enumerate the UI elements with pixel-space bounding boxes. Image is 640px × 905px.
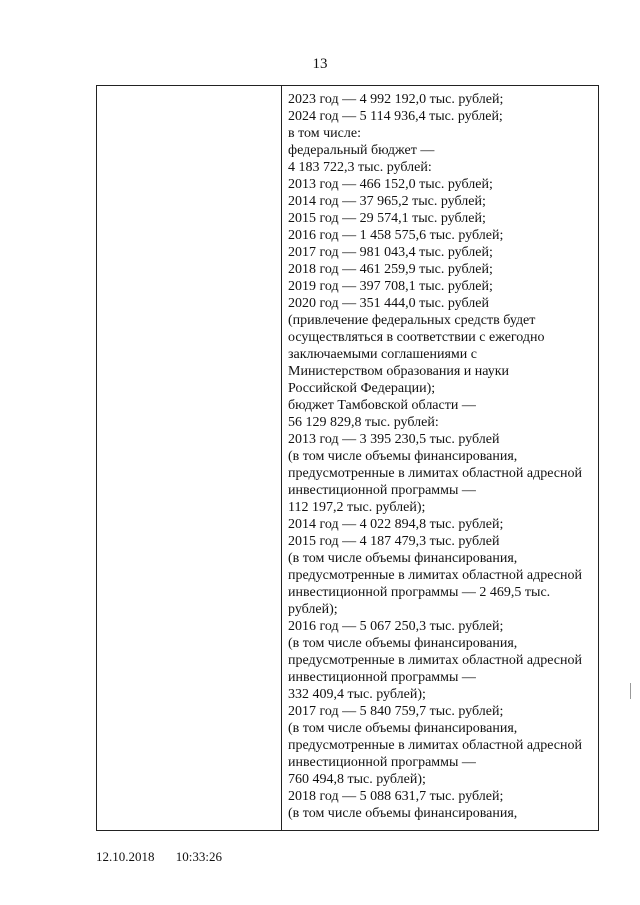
text-line: 2016 год — 5 067 250,3 тыс. рублей; [288, 619, 504, 634]
text-line: 2016 год — 1 458 575,6 тыс. рублей; [288, 228, 504, 243]
text-line: федеральный бюджет — [288, 143, 435, 158]
text-line: 2019 год — 397 708,1 тыс. рублей; [288, 279, 493, 294]
text-line: 2013 год — 3 395 230,5 тыс. рублей [288, 432, 500, 447]
text-line: инвестиционной программы — [288, 755, 476, 770]
text-line: 2017 год — 5 840 759,7 тыс. рублей; [288, 704, 504, 719]
text-line: 4 183 722,3 тыс. рублей: [288, 160, 432, 175]
text-line: 2013 год — 466 152,0 тыс. рублей; [288, 177, 493, 192]
text-line: осуществляться в соответствии с ежегодно [288, 330, 545, 345]
text-line: заключаемыми соглашениями с [288, 347, 477, 362]
text-line: Министерством образования и науки [288, 364, 510, 379]
text-line: 2015 год — 4 187 479,3 тыс. рублей [288, 534, 500, 549]
footer-time: 10:33:26 [175, 849, 222, 864]
table-right-cell [288, 91, 594, 822]
text-line: предусмотренные в лимитах областной адресной [288, 653, 582, 668]
text-line: бюджет Тамбовской области — [288, 398, 476, 413]
text-line: 112 197,2 тыс. рублей); [288, 500, 426, 515]
text-line: предусмотренные в лимитах областной адресной [288, 738, 582, 753]
text-line: 2024 год — 5 114 936,4 тыс. рублей; [288, 109, 503, 124]
text-line: (в том числе объемы финансирования, [288, 636, 518, 651]
text-line: инвестиционной программы — [288, 670, 476, 685]
column-divider [281, 86, 282, 830]
text-line: (привлечение федеральных средств будет [288, 313, 536, 328]
content-table [96, 85, 599, 831]
text-line: 2018 год — 5 088 631,7 тыс. рублей; [288, 789, 504, 804]
page-number: 13 [312, 56, 328, 72]
text-line: Российской Федерации); [288, 381, 436, 396]
table-left-cell [97, 86, 281, 830]
text-line: в том числе: [288, 126, 361, 141]
text-line: 2014 год — 37 965,2 тыс. рублей; [288, 194, 486, 209]
text-line: инвестиционной программы — 2 469,5 тыс. [288, 585, 551, 600]
text-line: 2015 год — 29 574,1 тыс. рублей; [288, 211, 486, 226]
scan-edge-mark [630, 683, 631, 699]
footer-timestamp [96, 849, 240, 865]
text-line: 332 409,4 тыс. рублей); [288, 687, 426, 702]
text-line: предусмотренные в лимитах областной адресной [288, 568, 582, 583]
text-line: (в том числе объемы финансирования, [288, 806, 518, 821]
text-line: рублей); [288, 602, 338, 617]
text-line: 56 129 829,8 тыс. рублей: [288, 415, 439, 430]
text-line: (в том числе объемы финансирования, [288, 551, 518, 566]
text-line: (в том числе объемы финансирования, [288, 721, 518, 736]
text-line: 2020 год — 351 444,0 тыс. рублей [288, 296, 489, 311]
text-line: (в том числе объемы финансирования, [288, 449, 518, 464]
text-line: 2018 год — 461 259,9 тыс. рублей; [288, 262, 493, 277]
text-line: инвестиционной программы — [288, 483, 476, 498]
text-line: предусмотренные в лимитах областной адресной [288, 466, 582, 481]
text-line: 2023 год — 4 992 192,0 тыс. рублей; [288, 92, 504, 107]
text-line: 760 494,8 тыс. рублей); [288, 772, 426, 787]
footer-date: 12.10.2018 [96, 849, 155, 864]
text-line: 2014 год — 4 022 894,8 тыс. рублей; [288, 517, 504, 532]
text-line: 2017 год — 981 043,4 тыс. рублей; [288, 245, 493, 260]
